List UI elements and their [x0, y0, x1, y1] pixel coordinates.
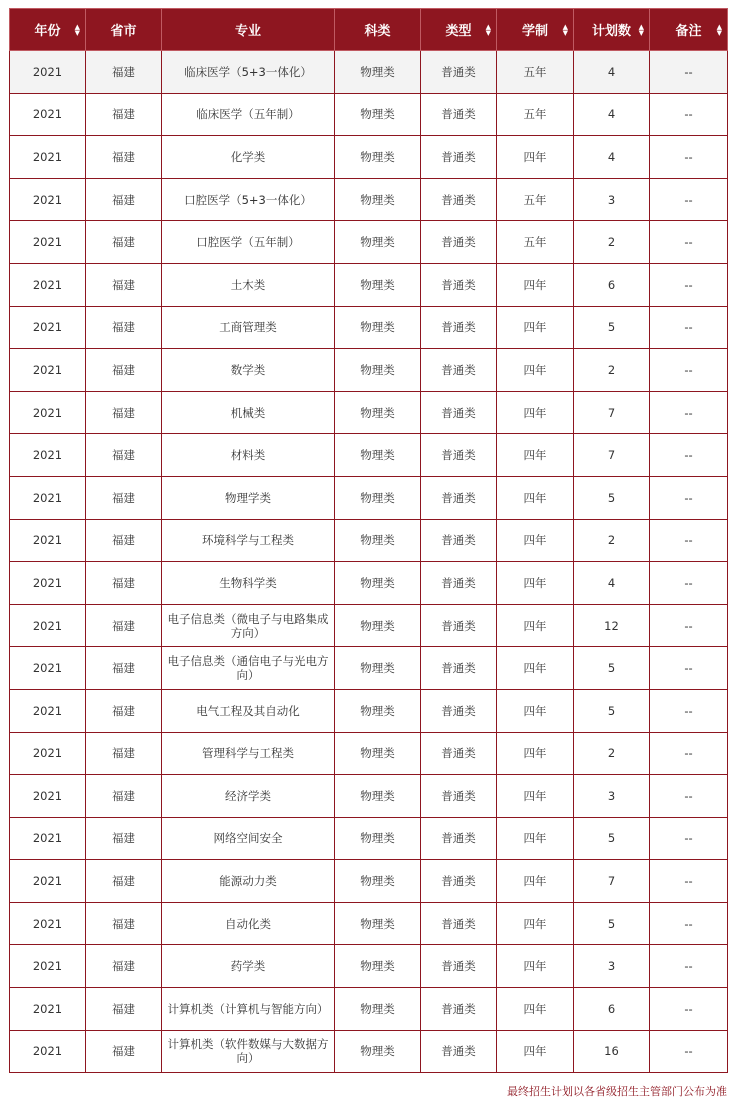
cell-province: 福建 — [86, 263, 162, 306]
cell-year: 2021 — [10, 93, 86, 136]
cell-subject-category: 物理类 — [335, 391, 421, 434]
cell-remarks: -- — [650, 604, 728, 647]
sort-icon[interactable]: ▲ ▼ — [562, 22, 568, 37]
cell-year: 2021 — [10, 434, 86, 477]
cell-year: 2021 — [10, 349, 86, 392]
cell-plan-count: 7 — [574, 434, 650, 477]
cell-plan-count: 4 — [574, 51, 650, 94]
cell-remarks: -- — [650, 434, 728, 477]
cell-duration: 四年 — [497, 306, 574, 349]
cell-plan-count: 2 — [574, 221, 650, 264]
table-row — [10, 306, 728, 349]
cell-remarks: -- — [650, 562, 728, 605]
cell-subject-category: 物理类 — [335, 349, 421, 392]
cell-major: 计算机类（软件数媒与大数据方向） — [162, 1030, 335, 1073]
cell-plan-count: 3 — [574, 775, 650, 818]
cell-year: 2021 — [10, 860, 86, 903]
cell-subject-category: 物理类 — [335, 945, 421, 988]
cell-major: 工商管理类 — [162, 306, 335, 349]
column-header-plan-count[interactable] — [574, 9, 650, 51]
sort-icon[interactable]: ▲ ▼ — [485, 22, 491, 37]
cell-remarks: -- — [650, 689, 728, 732]
cell-province: 福建 — [86, 775, 162, 818]
cell-subject-category: 物理类 — [335, 604, 421, 647]
cell-plan-count: 3 — [574, 178, 650, 221]
cell-type: 普通类 — [421, 647, 497, 690]
cell-province: 福建 — [86, 476, 162, 519]
cell-province: 福建 — [86, 562, 162, 605]
cell-plan-count: 7 — [574, 391, 650, 434]
cell-major: 自动化类 — [162, 902, 335, 945]
cell-duration: 五年 — [497, 178, 574, 221]
table-row — [10, 391, 728, 434]
column-header-label: 学制 — [521, 24, 548, 39]
cell-province: 福建 — [86, 860, 162, 903]
cell-duration: 四年 — [497, 945, 574, 988]
cell-subject-category: 物理类 — [335, 476, 421, 519]
cell-province: 福建 — [86, 902, 162, 945]
cell-major: 临床医学（五年制） — [162, 93, 335, 136]
cell-plan-count: 5 — [574, 817, 650, 860]
cell-type: 普通类 — [421, 562, 497, 605]
cell-subject-category: 物理类 — [335, 775, 421, 818]
column-header-label: 计划数 — [591, 24, 631, 39]
cell-province: 福建 — [86, 391, 162, 434]
table-row — [10, 476, 728, 519]
column-header-label: 专业 — [234, 24, 261, 39]
cell-province: 福建 — [86, 136, 162, 179]
cell-type: 普通类 — [421, 221, 497, 264]
cell-subject-category: 物理类 — [335, 51, 421, 94]
cell-year: 2021 — [10, 775, 86, 818]
cell-major: 电子信息类（微电子与电路集成方向） — [162, 604, 335, 647]
cell-type: 普通类 — [421, 817, 497, 860]
cell-province: 福建 — [86, 349, 162, 392]
cell-duration: 四年 — [497, 775, 574, 818]
table-row — [10, 945, 728, 988]
cell-remarks: -- — [650, 136, 728, 179]
cell-province: 福建 — [86, 817, 162, 860]
cell-remarks: -- — [650, 221, 728, 264]
cell-province: 福建 — [86, 178, 162, 221]
cell-duration: 四年 — [497, 519, 574, 562]
column-header-year[interactable] — [10, 9, 86, 51]
cell-duration: 五年 — [497, 221, 574, 264]
cell-duration: 四年 — [497, 988, 574, 1031]
cell-remarks: -- — [650, 647, 728, 690]
cell-type: 普通类 — [421, 434, 497, 477]
cell-type: 普通类 — [421, 860, 497, 903]
cell-remarks: -- — [650, 945, 728, 988]
cell-year: 2021 — [10, 476, 86, 519]
table-row — [10, 817, 728, 860]
cell-major: 网络空间安全 — [162, 817, 335, 860]
cell-remarks: -- — [650, 476, 728, 519]
table-row — [10, 51, 728, 94]
cell-plan-count: 6 — [574, 988, 650, 1031]
cell-duration: 五年 — [497, 93, 574, 136]
cell-remarks: -- — [650, 306, 728, 349]
cell-province: 福建 — [86, 519, 162, 562]
cell-subject-category: 物理类 — [335, 902, 421, 945]
cell-type: 普通类 — [421, 136, 497, 179]
cell-major: 数学类 — [162, 349, 335, 392]
column-header-province — [86, 9, 162, 51]
cell-subject-category: 物理类 — [335, 689, 421, 732]
cell-remarks: -- — [650, 988, 728, 1031]
cell-type: 普通类 — [421, 476, 497, 519]
cell-duration: 四年 — [497, 860, 574, 903]
cell-type: 普通类 — [421, 689, 497, 732]
table-row — [10, 732, 728, 775]
cell-province: 福建 — [86, 689, 162, 732]
cell-remarks: -- — [650, 519, 728, 562]
cell-plan-count: 4 — [574, 136, 650, 179]
cell-duration: 四年 — [497, 817, 574, 860]
cell-type: 普通类 — [421, 1030, 497, 1073]
cell-duration: 四年 — [497, 562, 574, 605]
cell-duration: 四年 — [497, 604, 574, 647]
cell-year: 2021 — [10, 647, 86, 690]
table-row — [10, 988, 728, 1031]
cell-remarks: -- — [650, 732, 728, 775]
cell-subject-category: 物理类 — [335, 263, 421, 306]
footer-note: 最终招生计划以各省级招生主管部门公布为准 — [507, 1085, 727, 1098]
cell-major: 能源动力类 — [162, 860, 335, 903]
cell-subject-category: 物理类 — [335, 178, 421, 221]
cell-subject-category: 物理类 — [335, 221, 421, 264]
cell-year: 2021 — [10, 1030, 86, 1073]
cell-major: 机械类 — [162, 391, 335, 434]
cell-major: 材料类 — [162, 434, 335, 477]
cell-year: 2021 — [10, 562, 86, 605]
cell-duration: 四年 — [497, 1030, 574, 1073]
cell-year: 2021 — [10, 817, 86, 860]
cell-year: 2021 — [10, 178, 86, 221]
table-row — [10, 562, 728, 605]
cell-year: 2021 — [10, 604, 86, 647]
cell-subject-category: 物理类 — [335, 519, 421, 562]
cell-major: 化学类 — [162, 136, 335, 179]
table-body — [10, 51, 728, 1073]
cell-major: 经济学类 — [162, 775, 335, 818]
enrollment-plan-table-container — [9, 8, 727, 1073]
cell-duration: 四年 — [497, 647, 574, 690]
table-row — [10, 136, 728, 179]
cell-year: 2021 — [10, 391, 86, 434]
cell-duration: 四年 — [497, 732, 574, 775]
cell-type: 普通类 — [421, 945, 497, 988]
column-header-major — [162, 9, 335, 51]
table-row — [10, 178, 728, 221]
cell-plan-count: 5 — [574, 689, 650, 732]
table-row — [10, 221, 728, 264]
table-row — [10, 93, 728, 136]
cell-type: 普通类 — [421, 902, 497, 945]
cell-province: 福建 — [86, 306, 162, 349]
cell-year: 2021 — [10, 136, 86, 179]
column-header-label: 科类 — [364, 24, 391, 39]
cell-province: 福建 — [86, 221, 162, 264]
cell-type: 普通类 — [421, 178, 497, 221]
cell-remarks: -- — [650, 775, 728, 818]
cell-subject-category: 物理类 — [335, 647, 421, 690]
table-row — [10, 860, 728, 903]
cell-major: 环境科学与工程类 — [162, 519, 335, 562]
cell-plan-count: 6 — [574, 263, 650, 306]
cell-plan-count: 2 — [574, 732, 650, 775]
cell-major: 临床医学（5+3一体化） — [162, 51, 335, 94]
column-header-label: 类型 — [445, 24, 472, 39]
cell-remarks: -- — [650, 817, 728, 860]
cell-remarks: -- — [650, 93, 728, 136]
cell-plan-count: 2 — [574, 519, 650, 562]
column-header-remarks[interactable] — [650, 9, 728, 51]
cell-type: 普通类 — [421, 775, 497, 818]
cell-province: 福建 — [86, 1030, 162, 1073]
cell-duration: 四年 — [497, 902, 574, 945]
cell-duration: 五年 — [497, 51, 574, 94]
cell-duration: 四年 — [497, 391, 574, 434]
column-header-label: 省市 — [110, 24, 137, 39]
cell-plan-count: 7 — [574, 860, 650, 903]
cell-duration: 四年 — [497, 349, 574, 392]
cell-major: 物理学类 — [162, 476, 335, 519]
cell-remarks: -- — [650, 902, 728, 945]
cell-duration: 四年 — [497, 689, 574, 732]
cell-year: 2021 — [10, 306, 86, 349]
cell-year: 2021 — [10, 732, 86, 775]
sort-icon[interactable]: ▲ ▼ — [74, 22, 80, 37]
cell-province: 福建 — [86, 647, 162, 690]
cell-year: 2021 — [10, 902, 86, 945]
cell-remarks: -- — [650, 391, 728, 434]
cell-plan-count: 2 — [574, 349, 650, 392]
cell-plan-count: 4 — [574, 93, 650, 136]
cell-type: 普通类 — [421, 732, 497, 775]
cell-major: 电气工程及其自动化 — [162, 689, 335, 732]
cell-subject-category: 物理类 — [335, 93, 421, 136]
cell-major: 电子信息类（通信电子与光电方向） — [162, 647, 335, 690]
cell-year: 2021 — [10, 51, 86, 94]
cell-remarks: -- — [650, 51, 728, 94]
cell-year: 2021 — [10, 988, 86, 1031]
cell-plan-count: 5 — [574, 476, 650, 519]
cell-year: 2021 — [10, 945, 86, 988]
cell-year: 2021 — [10, 221, 86, 264]
cell-province: 福建 — [86, 988, 162, 1031]
cell-remarks: -- — [650, 178, 728, 221]
column-header-label: 年份 — [34, 24, 61, 39]
cell-province: 福建 — [86, 732, 162, 775]
cell-type: 普通类 — [421, 263, 497, 306]
sort-icon[interactable]: ▲ ▼ — [716, 22, 722, 37]
cell-plan-count: 4 — [574, 562, 650, 605]
cell-subject-category: 物理类 — [335, 434, 421, 477]
cell-type: 普通类 — [421, 988, 497, 1031]
cell-duration: 四年 — [497, 434, 574, 477]
cell-remarks: -- — [650, 349, 728, 392]
cell-plan-count: 5 — [574, 902, 650, 945]
cell-duration: 四年 — [497, 263, 574, 306]
cell-plan-count: 12 — [574, 604, 650, 647]
column-header-subject-category — [335, 9, 421, 51]
cell-major: 口腔医学（5+3一体化） — [162, 178, 335, 221]
cell-remarks: -- — [650, 263, 728, 306]
column-header-type[interactable] — [421, 9, 497, 51]
cell-remarks: -- — [650, 1030, 728, 1073]
cell-plan-count: 16 — [574, 1030, 650, 1073]
table-row — [10, 689, 728, 732]
cell-major: 生物科学类 — [162, 562, 335, 605]
cell-year: 2021 — [10, 519, 86, 562]
cell-plan-count: 5 — [574, 306, 650, 349]
cell-major: 药学类 — [162, 945, 335, 988]
cell-subject-category: 物理类 — [335, 732, 421, 775]
cell-year: 2021 — [10, 689, 86, 732]
table-row — [10, 775, 728, 818]
cell-type: 普通类 — [421, 519, 497, 562]
cell-subject-category: 物理类 — [335, 562, 421, 605]
enrollment-plan-table — [9, 8, 728, 1073]
table-row — [10, 1030, 728, 1073]
table-row — [10, 263, 728, 306]
cell-duration: 四年 — [497, 136, 574, 179]
cell-type: 普通类 — [421, 93, 497, 136]
cell-major: 口腔医学（五年制） — [162, 221, 335, 264]
table-row — [10, 647, 728, 690]
table-row — [10, 349, 728, 392]
cell-subject-category: 物理类 — [335, 988, 421, 1031]
column-header-label: 备注 — [675, 24, 702, 39]
cell-year: 2021 — [10, 263, 86, 306]
cell-type: 普通类 — [421, 306, 497, 349]
table-header-row — [10, 9, 728, 51]
table-row — [10, 902, 728, 945]
table-row — [10, 604, 728, 647]
cell-province: 福建 — [86, 93, 162, 136]
cell-subject-category: 物理类 — [335, 860, 421, 903]
cell-plan-count: 5 — [574, 647, 650, 690]
cell-type: 普通类 — [421, 604, 497, 647]
table-row — [10, 519, 728, 562]
table-row — [10, 434, 728, 477]
column-header-duration[interactable] — [497, 9, 574, 51]
cell-province: 福建 — [86, 604, 162, 647]
cell-type: 普通类 — [421, 51, 497, 94]
cell-major: 土木类 — [162, 263, 335, 306]
cell-duration: 四年 — [497, 476, 574, 519]
cell-major: 管理科学与工程类 — [162, 732, 335, 775]
cell-subject-category: 物理类 — [335, 817, 421, 860]
cell-major: 计算机类（计算机与智能方向） — [162, 988, 335, 1031]
cell-plan-count: 3 — [574, 945, 650, 988]
sort-icon[interactable]: ▲ ▼ — [638, 22, 644, 37]
cell-subject-category: 物理类 — [335, 136, 421, 179]
cell-subject-category: 物理类 — [335, 1030, 421, 1073]
cell-province: 福建 — [86, 434, 162, 477]
cell-subject-category: 物理类 — [335, 306, 421, 349]
cell-remarks: -- — [650, 860, 728, 903]
cell-type: 普通类 — [421, 349, 497, 392]
cell-province: 福建 — [86, 51, 162, 94]
cell-province: 福建 — [86, 945, 162, 988]
cell-type: 普通类 — [421, 391, 497, 434]
